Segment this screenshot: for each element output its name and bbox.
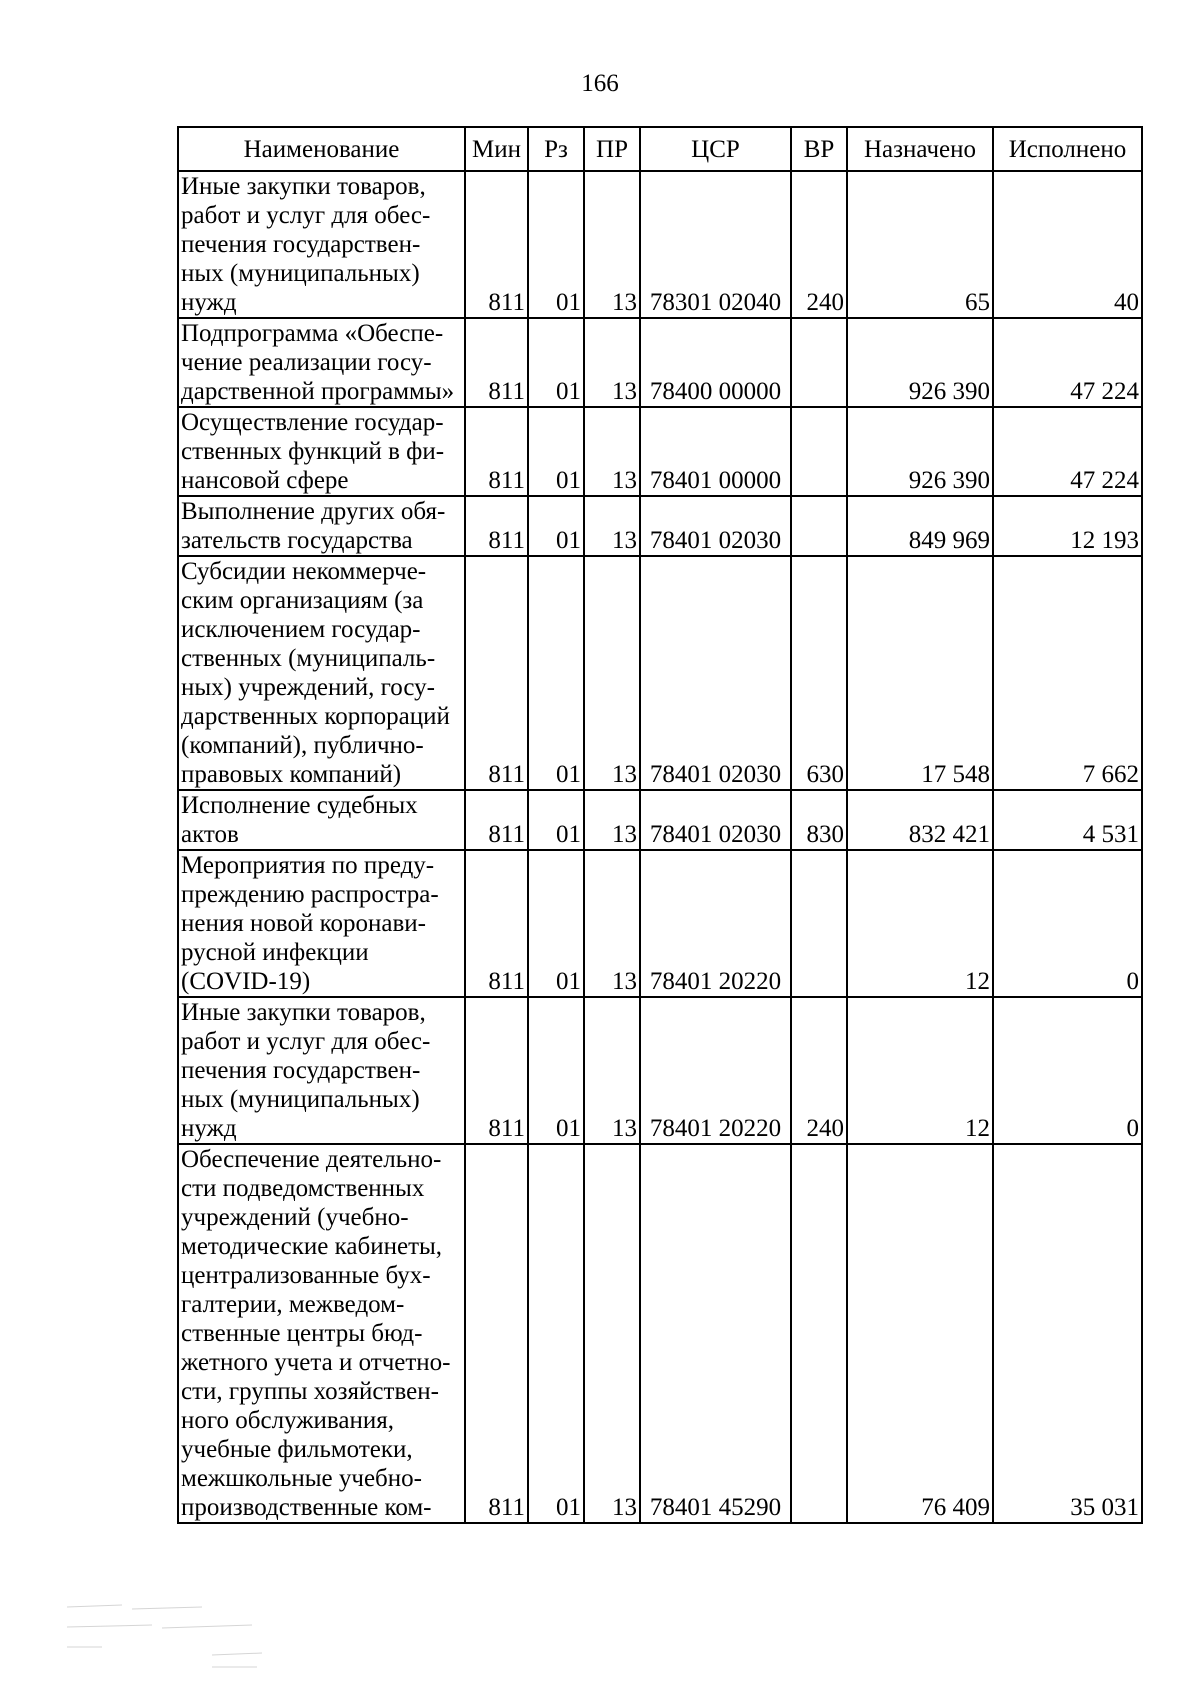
cell-pr: 13 — [584, 556, 640, 790]
cell-name — [178, 407, 465, 496]
cell-executed: 12 193 — [993, 496, 1142, 556]
cell-min: 811 — [465, 997, 528, 1144]
name-line: ных (муниципальных) — [181, 260, 420, 287]
cell-executed: 35 031 — [993, 1144, 1142, 1523]
name-line: (компаний), публично- — [181, 732, 424, 759]
name-line: нужд — [181, 289, 237, 316]
name-line: производственные ком- — [181, 1494, 432, 1521]
cell-csr: 78401 02030 — [640, 496, 791, 556]
header-rz: Рз — [528, 127, 584, 171]
name-line: чение реализации госу- — [181, 349, 432, 376]
cell-vr: 830 — [791, 790, 847, 850]
name-line: нансовой сфере — [181, 467, 349, 494]
name-line: галтерии, межведом- — [181, 1291, 405, 1318]
table-row — [178, 318, 1142, 407]
name-line: печения государствен- — [181, 1057, 421, 1084]
cell-rz: 01 — [528, 407, 584, 496]
cell-name — [178, 556, 465, 790]
cell-vr — [791, 407, 847, 496]
name-line: Осуществление государ- — [181, 409, 444, 436]
cell-pr: 13 — [584, 790, 640, 850]
header-executed: Исполнено — [993, 127, 1142, 171]
cell-min: 811 — [465, 407, 528, 496]
cell-pr: 13 — [584, 850, 640, 997]
table-row — [178, 997, 1142, 1144]
cell-vr: 240 — [791, 997, 847, 1144]
name-line: исключением государ- — [181, 616, 421, 643]
header-min: Мин — [465, 127, 528, 171]
cell-rz: 01 — [528, 496, 584, 556]
cell-rz: 01 — [528, 318, 584, 407]
cell-executed: 47 224 — [993, 407, 1142, 496]
cell-name — [178, 850, 465, 997]
name-line: работ и услуг для обес- — [181, 202, 431, 229]
cell-min: 811 — [465, 790, 528, 850]
cell-name — [178, 496, 465, 556]
name-line: зательств государства — [181, 527, 413, 554]
cell-rz: 01 — [528, 171, 584, 318]
name-line: учебные фильмотеки, — [181, 1436, 413, 1463]
cell-name — [178, 171, 465, 318]
cell-executed: 0 — [993, 997, 1142, 1144]
cell-vr — [791, 1144, 847, 1523]
cell-assigned: 65 — [847, 171, 993, 318]
cell-pr: 13 — [584, 318, 640, 407]
name-line: Мероприятия по преду- — [181, 852, 435, 879]
table-row — [178, 496, 1142, 556]
cell-rz: 01 — [528, 1144, 584, 1523]
table-body — [178, 171, 1142, 1523]
name-line: учреждений (учебно- — [181, 1204, 409, 1231]
cell-executed: 47 224 — [993, 318, 1142, 407]
header-pr: ПР — [584, 127, 640, 171]
name-line: работ и услуг для обес- — [181, 1028, 431, 1055]
cell-executed: 4 531 — [993, 790, 1142, 850]
header-assigned: Назначено — [847, 127, 993, 171]
cell-assigned: 849 969 — [847, 496, 993, 556]
cell-min: 811 — [465, 1144, 528, 1523]
header-csr: ЦСР — [640, 127, 791, 171]
name-line: (COVID-19) — [181, 968, 311, 995]
name-line: ственных функций в фи- — [181, 438, 445, 465]
budget-table — [177, 126, 1143, 1524]
cell-assigned: 926 390 — [847, 318, 993, 407]
name-line: нения новой коронави- — [181, 910, 426, 937]
cell-executed: 7 662 — [993, 556, 1142, 790]
cell-min: 811 — [465, 318, 528, 407]
name-line: ных (муниципальных) — [181, 1086, 420, 1113]
cell-name — [178, 997, 465, 1144]
cell-min: 811 — [465, 496, 528, 556]
cell-vr: 630 — [791, 556, 847, 790]
cell-name — [178, 1144, 465, 1523]
header-name: Наименование — [178, 127, 465, 171]
cell-assigned: 926 390 — [847, 407, 993, 496]
table-row — [178, 556, 1142, 790]
cell-vr — [791, 496, 847, 556]
name-line: Подпрограмма «Обеспе- — [181, 320, 444, 347]
cell-pr: 13 — [584, 496, 640, 556]
name-line: межшкольные учебно- — [181, 1465, 422, 1492]
cell-executed: 40 — [993, 171, 1142, 318]
name-line: ственных (муниципаль- — [181, 645, 436, 672]
cell-rz: 01 — [528, 790, 584, 850]
cell-csr: 78401 02030 — [640, 556, 791, 790]
name-line: правовых компаний) — [181, 761, 402, 788]
name-line: Выполнение других обя- — [181, 498, 446, 525]
name-line: ским организациям (за — [181, 587, 424, 614]
cell-min: 811 — [465, 171, 528, 318]
cell-executed: 0 — [993, 850, 1142, 997]
page-number: 166 — [581, 70, 619, 97]
cell-vr — [791, 850, 847, 997]
header-vr: ВР — [791, 127, 847, 171]
cell-assigned: 832 421 — [847, 790, 993, 850]
name-line: Субсидии некоммерче- — [181, 558, 427, 585]
cell-assigned: 12 — [847, 850, 993, 997]
cell-vr: 240 — [791, 171, 847, 318]
cell-pr: 13 — [584, 1144, 640, 1523]
cell-csr: 78301 02040 — [640, 171, 791, 318]
cell-assigned: 12 — [847, 997, 993, 1144]
name-line: Иные закупки товаров, — [181, 173, 426, 200]
name-line: ных) учреждений, госу- — [181, 674, 435, 701]
cell-pr: 13 — [584, 997, 640, 1144]
cell-name — [178, 790, 465, 850]
name-line: сти подведомственных — [181, 1175, 425, 1202]
cell-assigned: 76 409 — [847, 1144, 993, 1523]
name-line: жетного учета и отчетно- — [181, 1349, 451, 1376]
name-line: печения государствен- — [181, 231, 421, 258]
cell-pr: 13 — [584, 407, 640, 496]
cell-min: 811 — [465, 556, 528, 790]
table-row — [178, 407, 1142, 496]
name-line: ственные центры бюд- — [181, 1320, 423, 1347]
name-line: актов — [181, 821, 239, 848]
cell-assigned: 17 548 — [847, 556, 993, 790]
faint-stamp-marks — [62, 1595, 272, 1675]
cell-csr: 78401 45290 — [640, 1144, 791, 1523]
cell-rz: 01 — [528, 556, 584, 790]
name-line: централизованные бух- — [181, 1262, 431, 1289]
cell-csr: 78401 02030 — [640, 790, 791, 850]
cell-csr: 78400 00000 — [640, 318, 791, 407]
cell-csr: 78401 20220 — [640, 997, 791, 1144]
name-line: сти, группы хозяйствен- — [181, 1378, 439, 1405]
name-line: дарственных корпораций — [181, 703, 450, 730]
table-row — [178, 790, 1142, 850]
cell-min: 811 — [465, 850, 528, 997]
cell-vr — [791, 318, 847, 407]
name-line: ного обслуживания, — [181, 1407, 394, 1434]
name-line: преждению распростра- — [181, 881, 439, 908]
name-line: Исполнение судебных — [181, 792, 418, 819]
cell-rz: 01 — [528, 997, 584, 1144]
table-header-row — [178, 127, 1142, 171]
name-line: методические кабинеты, — [181, 1233, 443, 1260]
cell-rz: 01 — [528, 850, 584, 997]
cell-name — [178, 318, 465, 407]
name-line: русной инфекции — [181, 939, 369, 966]
cell-csr: 78401 00000 — [640, 407, 791, 496]
name-line: дарственной программы» — [181, 378, 455, 405]
table-row — [178, 171, 1142, 318]
name-line: Иные закупки товаров, — [181, 999, 426, 1026]
name-line: Обеспечение деятельно- — [181, 1146, 442, 1173]
cell-csr: 78401 20220 — [640, 850, 791, 997]
table-row — [178, 1144, 1142, 1523]
table-row — [178, 850, 1142, 997]
name-line: нужд — [181, 1115, 237, 1142]
cell-pr: 13 — [584, 171, 640, 318]
